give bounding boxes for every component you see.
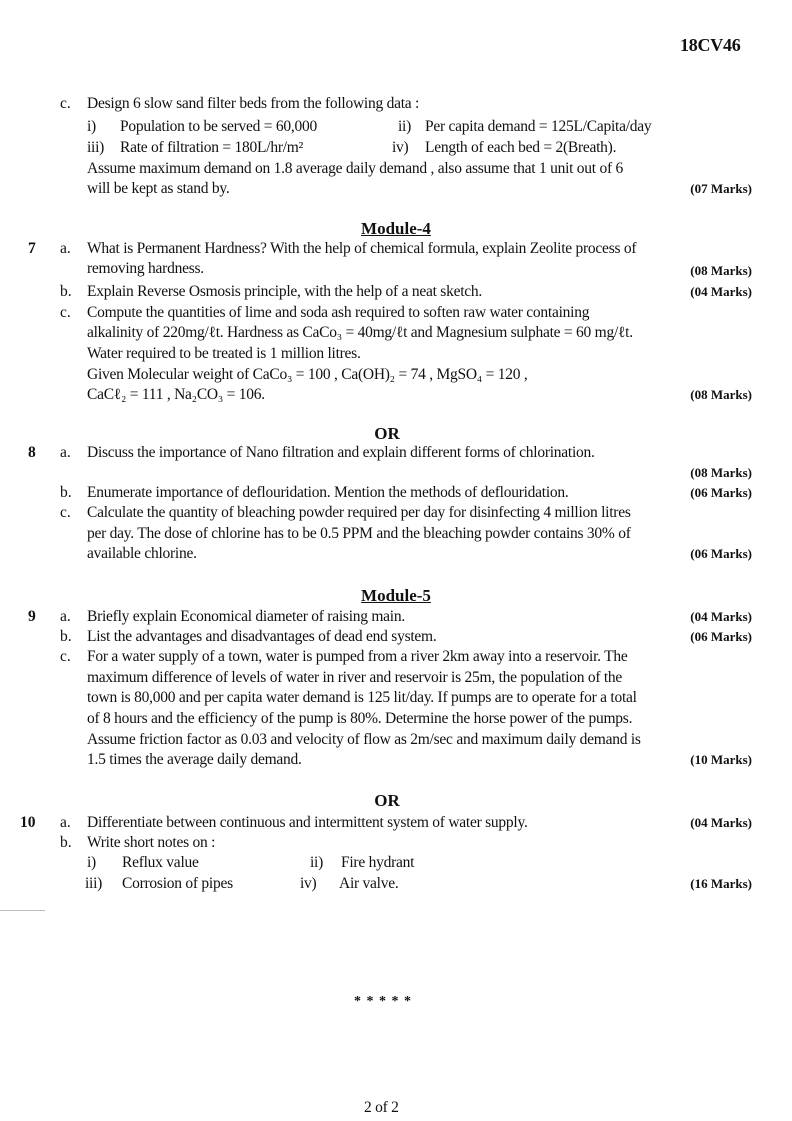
question-text: available chlorine.	[87, 545, 197, 562]
question-number: 10	[20, 814, 36, 831]
part-label: a.	[60, 240, 71, 257]
marks: (06 Marks)	[690, 485, 752, 500]
question-text: Enumerate importance of deflouridation. Mention the methods of deflouridation.	[87, 484, 569, 501]
part-label: a.	[60, 814, 71, 831]
question-text: Discuss the importance of Nano filtration and explain different forms of chlorination.	[87, 444, 595, 461]
part-label: a.	[60, 608, 71, 625]
item-text: Corrosion of pipes	[122, 875, 233, 892]
question-text: Differentiate between continuous and intermittent system of water supply.	[87, 814, 528, 831]
question-text: Write short notes on :	[87, 834, 216, 851]
part-label: c.	[60, 304, 71, 321]
question-text: 1.5 times the average daily demand.	[87, 751, 302, 768]
end-of-paper-mark: * * * * *	[354, 994, 412, 1009]
item-number: iii)	[87, 139, 105, 156]
item-number: ii)	[398, 118, 412, 135]
item-text: Fire hydrant	[341, 854, 415, 871]
marks: (08 Marks)	[690, 263, 752, 278]
question-text: Calculate the quantity of bleaching powder required per day for disinfecting 4 million litres	[87, 504, 631, 521]
question-text: of 8 hours and the efficiency of the pump is 80%. Determine the horse power of the pumps.	[87, 710, 633, 727]
question-text: Water required to be treated is 1 million litres.	[87, 345, 361, 362]
item-text: Population to be served = 60,000	[120, 118, 318, 135]
item-number: iv)	[300, 875, 317, 892]
item-number: i)	[87, 118, 96, 135]
question-text: CaCℓ₂ = 111 , Na₂CO₃ = 106.	[87, 386, 265, 403]
or-divider: OR	[374, 791, 400, 810]
item-text: Air valve.	[339, 875, 399, 892]
module-5-heading: Module-5	[361, 586, 431, 605]
marks: (04 Marks)	[690, 609, 752, 624]
question-number: 9	[28, 608, 36, 625]
question-text: Explain Reverse Osmosis principle, with the help of a neat sketch.	[87, 283, 483, 300]
question-text: Briefly explain Economical diameter of raising main.	[87, 608, 405, 625]
part-label: b.	[60, 283, 72, 300]
marks: (10 Marks)	[690, 752, 752, 767]
part-label: b.	[60, 628, 72, 645]
question-number: 7	[28, 240, 36, 257]
item-number: ii)	[310, 854, 324, 871]
question-text: Given Molecular weight of CaCo₃ = 100 , Ca(OH)₂ = 74 , MgSO₄ = 120 ,	[87, 366, 528, 383]
module-4-heading: Module-4	[361, 219, 431, 238]
marks: (08 Marks)	[690, 387, 752, 402]
question-text: List the advantages and disadvantages of dead end system.	[87, 628, 437, 645]
question-text: For a water supply of a town, water is pumped from a river 2km away into a reservoir. The	[87, 648, 628, 665]
marks: (04 Marks)	[690, 284, 752, 299]
or-divider: OR	[374, 424, 400, 443]
item-number: iv)	[392, 139, 409, 156]
subject-code: 18CV46	[680, 35, 741, 55]
question-text: removing hardness.	[87, 260, 204, 277]
question-text: Design 6 slow sand filter beds from the following data :	[87, 95, 420, 112]
item-text: Length of each bed = 2(Breath).	[425, 139, 617, 156]
question-text: What is Permanent Hardness? With the help of chemical formula, explain Zeolite process of	[87, 240, 637, 257]
question-text: Assume friction factor as 0.03 and velocity of flow as 2m/sec and maximum daily demand is	[87, 731, 641, 748]
question-number: 8	[28, 444, 36, 461]
question-text: Assume maximum demand on 1.8 average daily demand , also assume that 1 unit out of 6	[87, 160, 624, 177]
page-number: 2 of 2	[364, 1099, 399, 1116]
marks: (16 Marks)	[690, 876, 752, 891]
marks: (07 Marks)	[690, 181, 752, 196]
marks: (06 Marks)	[690, 546, 752, 561]
part-label: c.	[60, 648, 71, 665]
marks: (06 Marks)	[690, 629, 752, 644]
item-text: Reflux value	[122, 854, 199, 871]
part-label: b.	[60, 484, 72, 501]
item-text: Per capita demand = 125L/Capita/day	[425, 118, 652, 135]
marks: (04 Marks)	[690, 815, 752, 830]
item-number: iii)	[85, 875, 103, 892]
part-label: c.	[60, 95, 71, 112]
part-label: c.	[60, 504, 71, 521]
question-text: per day. The dose of chlorine has to be 0.5 PPM and the bleaching powder contains 30% of	[87, 525, 631, 542]
marks: (08 Marks)	[690, 465, 752, 480]
item-number: i)	[87, 854, 96, 871]
part-label: a.	[60, 444, 71, 461]
item-text: Rate of filtration = 180L/hr/m²	[120, 139, 303, 156]
divider-line	[0, 910, 45, 911]
question-text: alkalinity of 220mg/ℓt. Hardness as CaCo₃ = 40mg/ℓt and Magnesium sulphate = 60 mg/ℓt.	[87, 324, 633, 341]
question-text: maximum difference of levels of water in river and reservoir is 25m, the population of the	[87, 669, 623, 686]
part-label: b.	[60, 834, 72, 851]
question-text: Compute the quantities of lime and soda ash required to soften raw water containing	[87, 304, 590, 321]
question-text: will be kept as stand by.	[87, 180, 230, 197]
question-text: town is 80,000 and per capita water demand is 125 lit/day. If pumps are to operate for a total	[87, 689, 637, 706]
